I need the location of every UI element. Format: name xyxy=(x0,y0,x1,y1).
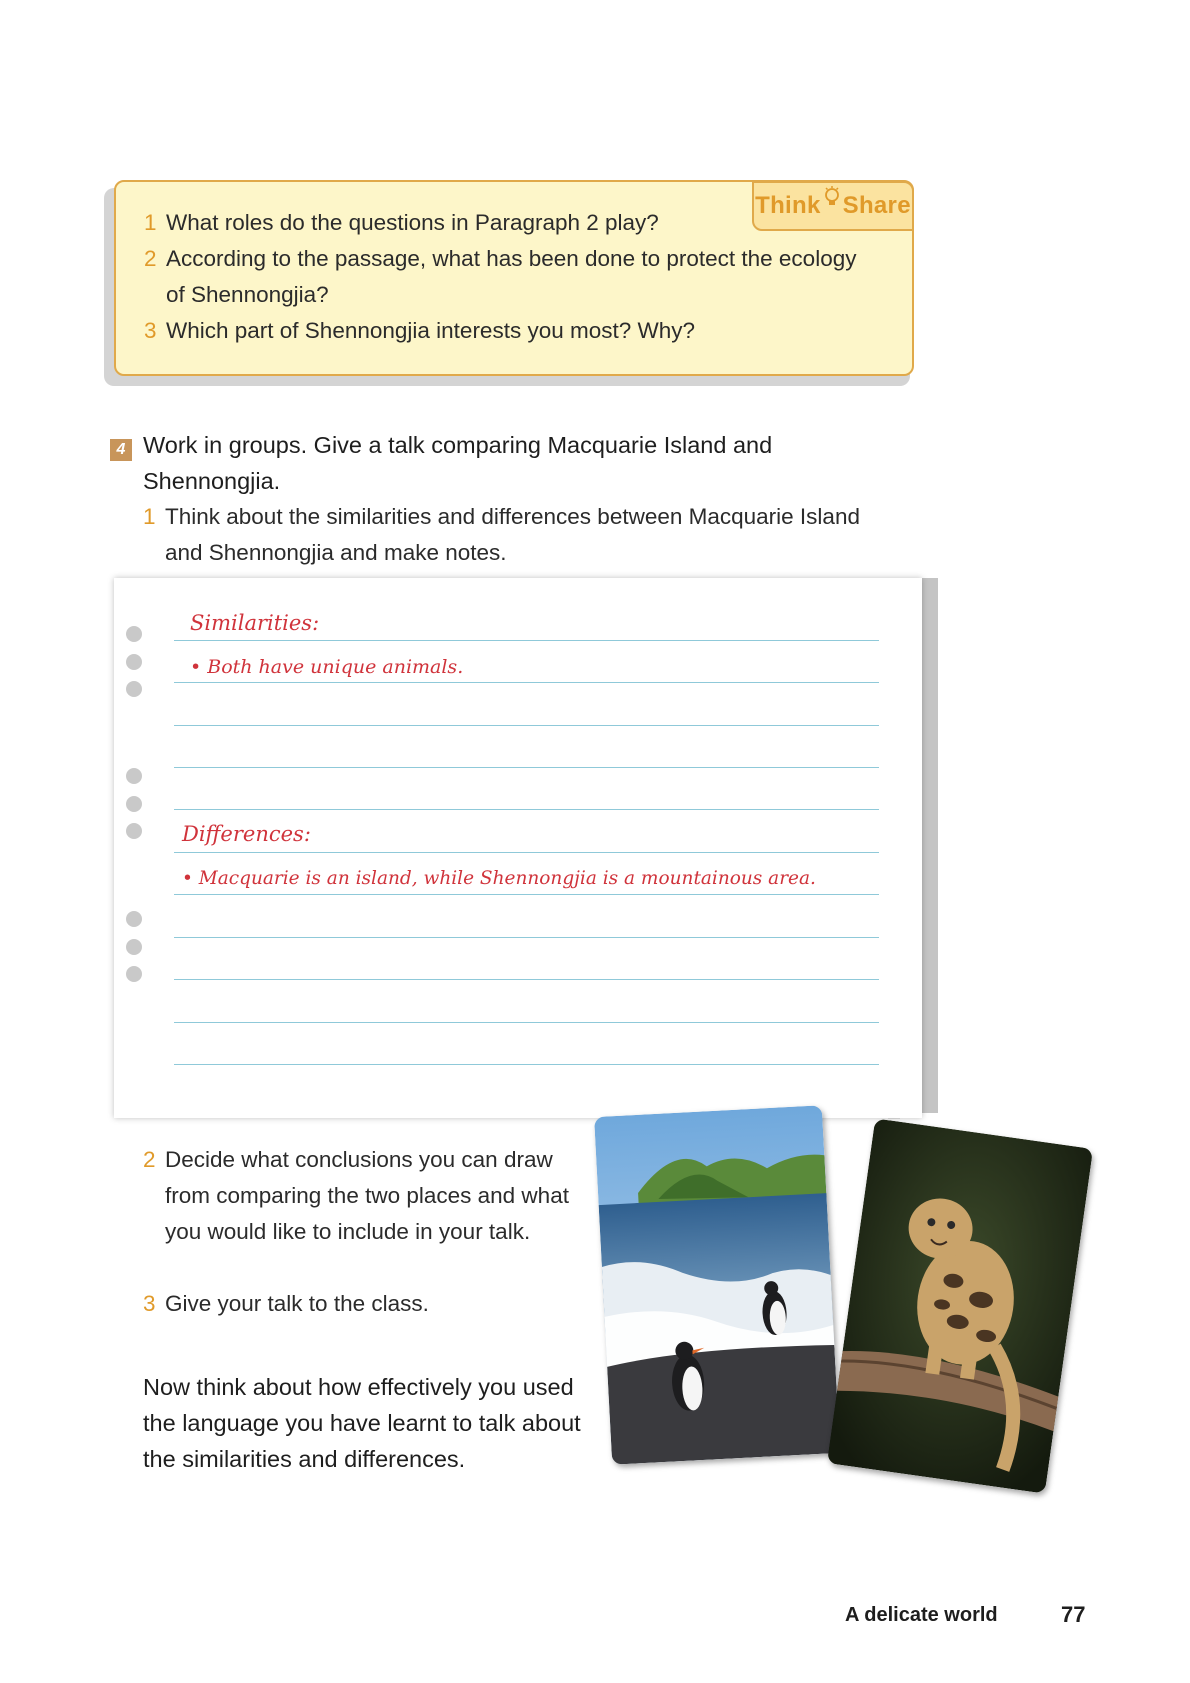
ruled-line xyxy=(174,937,879,938)
badge-share-label: Share xyxy=(842,192,911,219)
question-text: Which part of Shennongjia interests you most? Why? xyxy=(166,318,696,343)
binder-hole xyxy=(126,796,142,812)
step-text: Give your talk to the class. xyxy=(165,1291,429,1316)
question-item xyxy=(144,313,904,349)
binder-hole xyxy=(126,966,142,982)
question-number: 1 xyxy=(144,210,157,235)
clouded-leopard-photo xyxy=(827,1118,1093,1493)
ruled-line xyxy=(174,1022,879,1023)
ruled-line xyxy=(174,1064,879,1065)
activity-number-icon: 4 xyxy=(110,439,132,461)
differences-heading: Differences: xyxy=(182,822,311,846)
step-item xyxy=(143,1142,573,1250)
question-number: 2 xyxy=(144,246,157,271)
question-number: 3 xyxy=(144,318,157,343)
step-item xyxy=(143,1286,573,1322)
binder-hole xyxy=(126,654,142,670)
step-number: 1 xyxy=(143,504,156,529)
step-text: Think about the similarities and differences between Macquarie Island and Shennongjia and make notes. xyxy=(165,504,860,565)
think-share-questions xyxy=(144,205,904,349)
binder-hole xyxy=(126,681,142,697)
ruled-line xyxy=(174,725,879,726)
ruled-line xyxy=(174,809,879,810)
badge-think-label: Think xyxy=(755,192,821,219)
penguin-beach-photo xyxy=(594,1105,840,1464)
similarities-heading: Similarities: xyxy=(190,611,320,635)
binder-hole xyxy=(126,768,142,784)
activity-title: Work in groups. Give a talk comparing Macquarie Island and Shennongjia. xyxy=(143,432,773,494)
ruled-line xyxy=(174,640,879,641)
step-number: 2 xyxy=(143,1147,156,1172)
binder-hole xyxy=(126,626,142,642)
question-text: What roles do the questions in Paragraph 2 play? xyxy=(166,210,659,235)
ruled-line xyxy=(174,682,879,683)
page-number: 77 xyxy=(1061,1602,1086,1627)
ruled-line xyxy=(174,852,879,853)
binder-hole xyxy=(126,823,142,839)
differences-item: • Macquarie is an island, while Shennongjia is a mountainous area. xyxy=(182,868,816,889)
binder-hole xyxy=(126,939,142,955)
question-item xyxy=(144,205,904,241)
similarities-item: • Both have unique animals. xyxy=(190,656,464,678)
step-item xyxy=(143,499,893,571)
ruled-line xyxy=(174,979,879,980)
step-text: Decide what conclusions you can draw from comparing the two places and what you would like to include in your talk. xyxy=(165,1147,569,1244)
step-number: 3 xyxy=(143,1291,156,1316)
question-item xyxy=(144,241,866,313)
binder-hole xyxy=(126,911,142,927)
question-text: According to the passage, what has been done to protect the ecology of Shennongjia? xyxy=(166,246,857,307)
footer-title: A delicate world xyxy=(845,1604,998,1626)
notes-notebook xyxy=(114,578,922,1118)
reflection-text: Now think about how effectively you used the language you have learnt to talk about the similarities and differences. xyxy=(143,1374,581,1472)
ruled-line xyxy=(174,894,879,895)
ruled-line xyxy=(174,767,879,768)
